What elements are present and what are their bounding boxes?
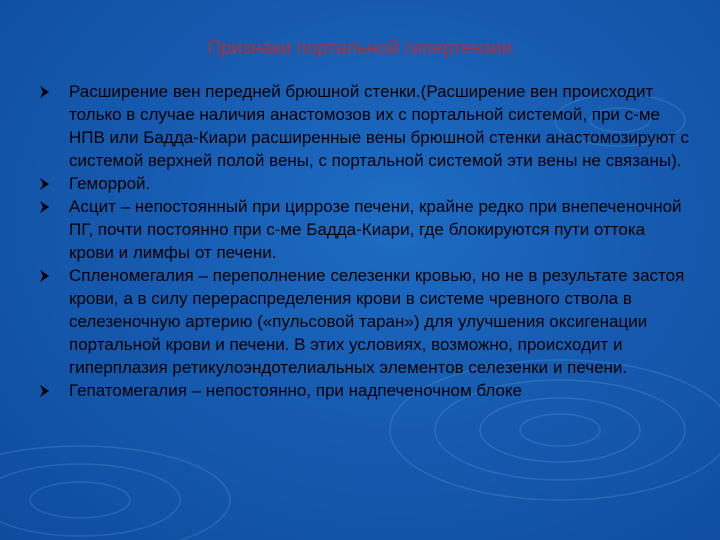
arrow-head-icon xyxy=(40,178,49,190)
bullet-item xyxy=(40,195,690,264)
arrow-head-icon xyxy=(40,385,49,397)
arrow-head-icon xyxy=(40,201,49,213)
bullet-text: Гепатомегалия – непостоянно, при надпеченочном блоке xyxy=(69,381,522,400)
bullet-text: Геморрой. xyxy=(69,174,151,193)
bullet-text: Асцит – непостоянный при циррозе печени, крайне редко при внепеченочной ПГ, почти постоянно при с-ме Бадда-Киари, где блокируются пути оттока крови и лимфы от печени. xyxy=(69,197,682,262)
arrow-head-icon xyxy=(40,270,49,282)
bullet-item xyxy=(40,80,690,172)
slide-title: Признаки портальной гипертензии xyxy=(207,38,513,59)
bullet-item xyxy=(40,172,690,195)
bullet-list xyxy=(40,80,690,402)
bullet-text: Спленомегалия – переполнение селезенки кровью, но не в результате застоя крови, а в силу перераспределения крови в системе чревного ствола в селезеночную артерию («пульсовой таран») для улучшения оксигенации портальной крови и печени. В этих условиях, возможно, происходит и гиперплазия ретикулоэндотелиальных элементов селезенки и печени. xyxy=(69,266,685,377)
bullet-text: Расширение вен передней брюшной стенки.(Расширение вен происходит только в случае наличия анастомозов их с портальной системой, при с-ме НПВ или Бадда-Киари расширенные вены брюшной стенки анастомозируют с системой верхней полой вены, с портальной системой эти вены не связаны). xyxy=(69,82,690,170)
bullet-item xyxy=(40,379,690,402)
arrow-head-icon xyxy=(40,86,49,98)
bullet-item xyxy=(40,264,690,379)
